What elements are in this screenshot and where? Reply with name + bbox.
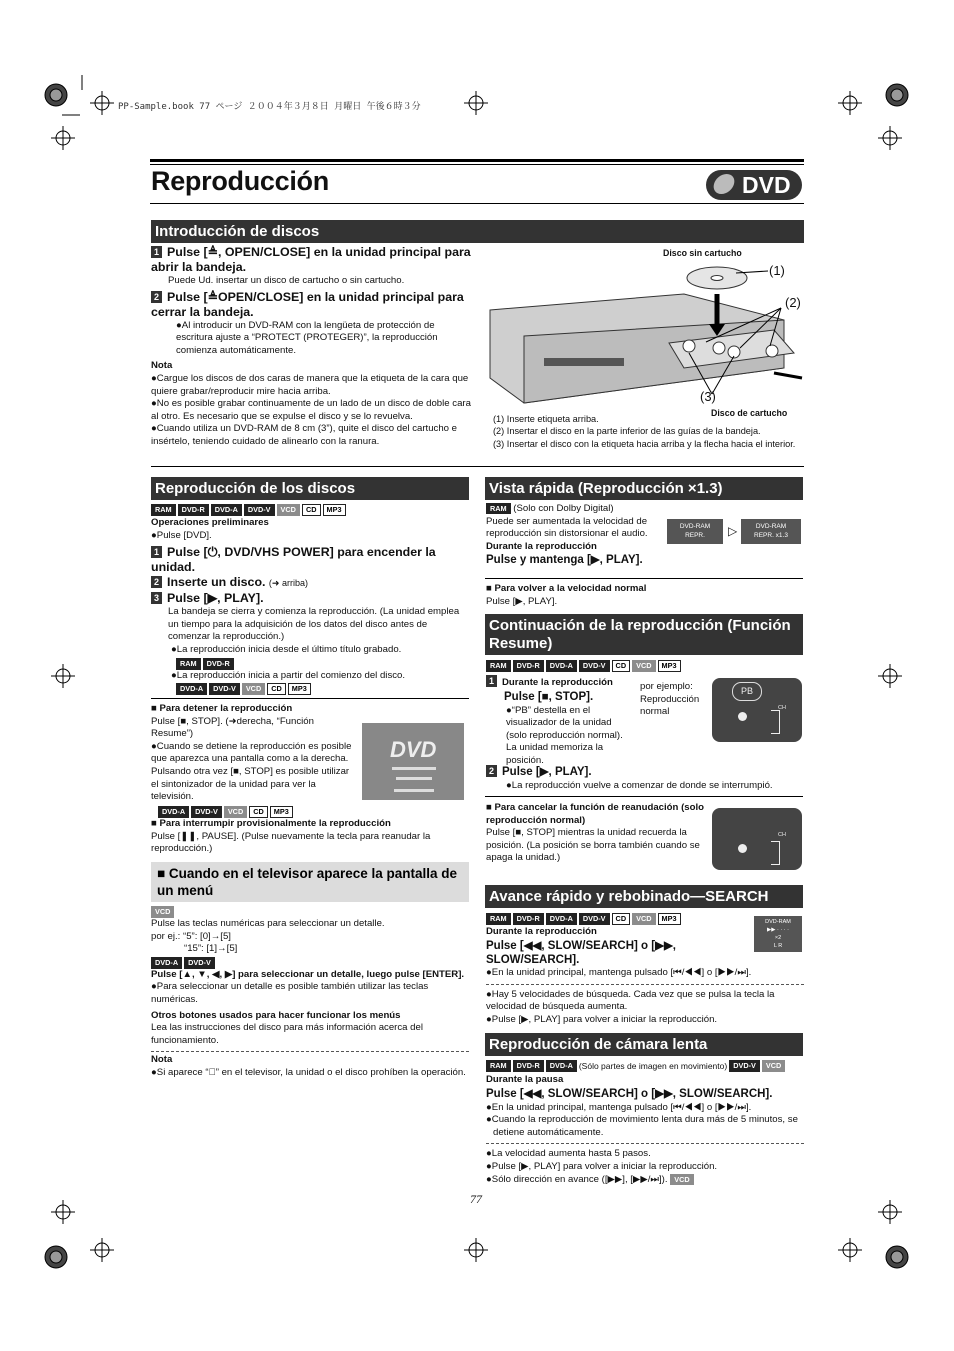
search-during: Durante la reproducción	[486, 926, 597, 937]
slow-heading: Reproducción de cámara lenta	[485, 1033, 803, 1056]
prelim-text: ●Pulse [DVD].	[151, 529, 212, 541]
stop-badges	[158, 806, 356, 818]
resume-example: por ejemplo: Reproducción normal	[640, 681, 700, 718]
slow-note: ●Pulse [▶, PLAY] para volver a iniciar la reproducción.	[486, 1160, 718, 1172]
disc-indicator-icon	[738, 712, 747, 721]
pause-block	[151, 818, 469, 856]
resume-play-action: 2 Pulse [▶, PLAY].	[486, 765, 804, 780]
dashed-divider	[151, 1051, 469, 1052]
ch-indicator: CH	[778, 832, 786, 838]
fig-caption: (2) Insertar el disco en la parte inferior de las guías de la bandeja.	[493, 426, 761, 437]
pause-text: Pulse [❚❚, PAUSE]. (Pulse nuevamente la tecla para reanudar la reproducción.)	[151, 830, 431, 855]
badge-dvd-v: DVD-V	[191, 806, 222, 818]
slow-note: ●Cuando la reproducción de movimiento lenta dura más de 5 minutos, se detiene automáticamente.	[486, 1114, 798, 1138]
nota-label: Nota	[151, 1054, 173, 1066]
bullet-disc-start: ●La reproducción inicia a partir del comienzo del disco.	[171, 669, 406, 681]
menu-nota: ●Si aparece “⃠” en el televisor, la unidad o el disco prohíben la operación.	[151, 1066, 466, 1078]
search-note: ●Pulse [▶, PLAY] para volver a iniciar la reproducción.	[486, 1013, 718, 1025]
resume-step-2-note: ●La reproducción vuelve a comenzar de donde se interrumpió.	[506, 780, 773, 791]
fig-label-top: Disco sin cartucho	[663, 248, 742, 258]
slow-note: ●Sólo dirección en avance ([▶▶], [▶▶/⏭]). VCD	[486, 1174, 804, 1187]
section-divider	[151, 466, 804, 467]
screen-line	[392, 767, 436, 770]
slow-note: ●La velocidad aumenta hasta 5 pasos.	[486, 1148, 651, 1160]
disc-indicator-icon	[738, 844, 747, 853]
intro-heading: Introducción de discos	[151, 220, 804, 243]
ch-indicator: CH	[778, 705, 786, 711]
search-badges	[486, 913, 681, 925]
normal-text: Pulse [▶, PLAY].	[486, 595, 558, 607]
example-2: “15”: [1]→[5]	[184, 943, 238, 955]
nota-item: ●Cuando utiliza un DVD-RAM de 8 cm (3”), quite el disco del cartucho e insértelo, teniendo cuidado de alinearlo con la ranura.	[151, 423, 458, 447]
slow-badges	[486, 1060, 804, 1072]
badge-dvd-r: DVD-R	[513, 1060, 544, 1072]
badge-dvd-a: DVD-A	[158, 806, 189, 818]
search-note: ●Hay 5 velocidades de búsqueda. Cada vez que se pulsa la tecla la velocidad de búsqueda aumenta.	[486, 988, 775, 1013]
dvd-badge-row	[151, 957, 469, 969]
badge-dvd-a: DVD-A	[546, 1060, 577, 1072]
badge-dvd-v: DVD-V	[579, 913, 610, 925]
badge-ram: RAM	[486, 660, 511, 672]
pause-label: ■ Para interrumpir provisionalmente la reproducción	[151, 818, 391, 829]
page-title: Reproducción	[151, 166, 329, 196]
badge-dvd-v: DVD-V	[184, 957, 215, 969]
segment-digit	[771, 841, 780, 865]
quick-text: Puede ser aumentada la velocidad de reproducción sin distorsionar el audio.	[486, 515, 648, 540]
nota-item: ●Cargue los discos de dos caras de manera que la etiqueta de la cara que quiere grabar/reproducir mire hacia arriba.	[151, 372, 469, 397]
badge-vcd: VCD	[151, 906, 174, 918]
fig-callout-2: (2)	[785, 295, 801, 310]
badge-dvd-a: DVD-A	[546, 913, 577, 925]
intro-step-1: 1 Pulse [≜, OPEN/CLOSE] en la unidad principal para abrir la bandeja.	[151, 245, 471, 274]
osd-normal: DVD-RAM REPR.	[667, 519, 723, 544]
segment-digit	[771, 710, 780, 734]
slow-during: Durante la pausa	[486, 1074, 564, 1085]
badge-vcd: VCD	[242, 683, 265, 695]
badge-ram: RAM	[151, 504, 176, 516]
tv-screen-image	[362, 723, 464, 800]
prelim-label: Operaciones preliminares	[151, 517, 269, 528]
menu-body	[151, 906, 469, 1080]
intro-step-1-note: Puede Ud. insertar un disco de cartucho o sin cartucho.	[168, 275, 405, 286]
quick-action: Pulse y mantenga [▶, PLAY].	[486, 554, 643, 567]
badge-dvd-r: DVD-R	[178, 504, 209, 516]
badge-cd: CD	[267, 683, 286, 695]
menu-heading: ■ Cuando en el televisor aparece la pantalla de un menú	[151, 862, 469, 902]
dvd-menu-note: ●Para seleccionar un detalle es posible también utilizar las teclas numéricas.	[151, 981, 429, 1005]
dvd-recorder-illustration	[484, 258, 804, 408]
title-rule-top	[150, 159, 804, 162]
badge-dvd-r: DVD-R	[203, 658, 234, 670]
resume-heading: Continuación de la reproducción (Función Resume)	[485, 614, 803, 655]
badge-vcd: VCD	[277, 504, 300, 516]
title-rule-thin	[150, 164, 804, 165]
step-3-note: La bandeja se cierra y comienza la reproducción. (La unidad emplea un tiempo para la adquisición de los datos del disco antes de comenzar la reproducción.)	[168, 606, 460, 643]
badge-vcd: VCD	[632, 913, 655, 925]
fig-callout-1: (1)	[769, 263, 785, 278]
nota-item: ●No es posible grabar continuamente de un lado de un disco de doble cara al otro. Es necesario que se expulse el disco y se lo revuelva.	[151, 398, 471, 422]
badge-vcd: VCD	[632, 660, 655, 672]
search-action: Pulse [◀◀, SLOW/SEARCH] o [▶▶, SLOW/SEARCH].	[486, 939, 676, 966]
badge-vcd: VCD	[224, 806, 247, 818]
quick-during: Durante la reproducción	[486, 540, 597, 552]
cancel-label: ■ Para cancelar la función de reanudación (solo reproducción normal)	[486, 802, 704, 826]
dvd-logo	[706, 170, 802, 200]
intro-step-2: 2 Pulse [≜OPEN/CLOSE] en la unidad principal para cerrar la bandeja.	[151, 289, 464, 319]
resume-note: ●“PB” destella en el visualizador de la unidad (solo reproducción normal). La unidad memoriza la posición.	[506, 704, 623, 766]
badge-mp3: MP3	[270, 806, 293, 818]
badge-dvd-v: DVD-V	[209, 683, 240, 695]
search-body	[486, 926, 716, 967]
screen-line	[396, 777, 432, 780]
quick-body	[486, 503, 661, 568]
fig-captions	[493, 413, 803, 450]
resume-during: 1 Durante la reproducción	[486, 675, 631, 690]
dvd-menu-text: Pulse [▲, ▼, ◀, ▶] para seleccionar un detalle, luego pulse [ENTER].	[151, 968, 465, 980]
screen-line	[394, 789, 434, 792]
resume-step-2	[486, 765, 804, 793]
sub-divider	[485, 796, 803, 797]
badge-ram: RAM	[486, 913, 511, 925]
playback-body	[151, 517, 471, 695]
quick-heading: Vista rápida (Reproducción ×1.3)	[485, 477, 803, 500]
quick-only: RAM (Solo con Dolby Digital)	[486, 503, 661, 516]
badge-dvd-a: DVD-A	[151, 957, 182, 969]
stop-label: ■ Para detener la reproducción	[151, 703, 293, 714]
badge-dvd-r: DVD-R	[513, 660, 544, 672]
cancel-block	[486, 802, 706, 865]
badge-dvd-v: DVD-V	[579, 660, 610, 672]
badge-cd: CD	[302, 504, 321, 516]
intro-step-2-note: ●Al introducir un DVD-RAM con la lengüeta de protección de escritura ajuste a “PROTECT (PROTEGER)”, la reproducción comienza automáticamente.	[176, 319, 438, 356]
badge-dvd-a: DVD-A	[211, 504, 242, 516]
resume-step-1	[486, 675, 631, 768]
fig-caption: (3) Insertar el disco con la etiqueta hacia arriba y la flecha hacia el interior.	[493, 438, 796, 449]
unit-display-pb	[712, 678, 802, 742]
bullet2-badges	[176, 683, 471, 695]
cancel-text: Pulse [■, STOP] mientras la unidad recuerda la posición. (La posición se borra también cuando se apaga la unidad.)	[486, 827, 700, 864]
fig-label-bottom: Disco de cartucho	[711, 408, 788, 418]
badge-mp3: MP3	[658, 913, 681, 925]
disc-icon	[711, 174, 736, 194]
badge-dvd-v: DVD-V	[729, 1060, 760, 1072]
badge-vcd: VCD	[762, 1060, 785, 1072]
normal-speed-block	[486, 583, 646, 608]
badge-ram: RAM	[176, 658, 201, 670]
badge-mp3: MP3	[323, 504, 346, 516]
resume-badges	[486, 660, 681, 672]
page-number: 77	[470, 1192, 482, 1206]
badge-mp3: MP3	[288, 683, 311, 695]
search-osd: DVD-RAM ▶▶ · · · · ×2 L R	[754, 916, 802, 952]
example-1: por ej.: “5”: [0]→[5]	[151, 930, 231, 942]
playback-step-2: 2 Inserte un disco. (➜ arriba)	[151, 575, 471, 591]
resume-stop-action: Pulse [■, STOP].	[504, 690, 594, 703]
stop-block	[151, 703, 356, 818]
slow-body	[486, 1074, 804, 1186]
intro-steps	[151, 245, 473, 449]
osd-fast: DVD-RAM REPR. x1.3	[741, 519, 801, 544]
arrow-icon: ▷	[728, 524, 738, 538]
stop-text: Pulse [■, STOP]. (➜derecha, “Función Resume”)	[151, 715, 314, 740]
stop-text-2: ●Cuando se detiene la reproducción es posible que aparezca una pantalla como a la derecha. Pulsando otra vez [■, STOP] es posible utilizar el sintonizador de la unidad para ver la televisión.	[151, 740, 352, 803]
nota-label: Nota	[151, 360, 173, 372]
vcd-text: Pulse las teclas numéricas para seleccionar un detalle.	[151, 918, 385, 929]
badge-mp3: MP3	[658, 660, 681, 672]
dvd-logo-text: DVD	[742, 172, 791, 198]
dvd-screen-logo: DVD	[390, 737, 437, 762]
dashed-divider	[486, 1143, 804, 1144]
badge-ram: RAM	[486, 1060, 511, 1072]
search-heading: Avance rápido y rebobinado—SEARCH	[485, 885, 803, 908]
slow-note: ●En la unidad principal, mantenga pulsado [⏮/◀◀] o [▶▶/⏭].	[486, 1101, 752, 1113]
badge-dvd-a: DVD-A	[176, 683, 207, 695]
file-info-header: PP-Sample.book 77 ページ ２００４年３月８日 月曜日 午後６時３分	[118, 102, 421, 112]
others-label: Otros botones usados para hacer funcionar los menús	[151, 1009, 401, 1021]
others-text: Lea las instrucciones del disco para más información acerca del funcionamiento.	[151, 1022, 423, 1046]
unit-display	[712, 808, 802, 870]
playback-badges	[151, 504, 346, 516]
vcd-badge-row	[151, 906, 469, 918]
fig-callout-3: (3)	[700, 389, 716, 404]
badge-cd: CD	[612, 660, 631, 672]
badge-cd: CD	[249, 806, 268, 818]
search-notes	[486, 967, 804, 1026]
slow-action: Pulse [◀◀, SLOW/SEARCH] o [▶▶, SLOW/SEARCH].	[486, 1087, 773, 1100]
title-rule-bottom	[150, 203, 804, 204]
playback-heading: Reproducción de los discos	[151, 477, 469, 500]
pb-indicator: PB	[732, 682, 762, 701]
sub-divider	[485, 578, 803, 579]
badge-dvd-v: DVD-V	[244, 504, 275, 516]
search-note: ●En la unidad principal, mantenga pulsado [⏮/◀◀] o [▶▶/⏭].	[486, 967, 752, 978]
playback-step-1: 1 Pulse [⏻, DVD/VHS POWER] para encender la unidad.	[151, 545, 436, 575]
badge-cd: CD	[612, 913, 631, 925]
bullet-last-title: ●La reproducción inicia desde el último título grabado.	[171, 643, 402, 655]
playback-step-3: 3 Pulse [▶, PLAY].	[151, 591, 471, 606]
slow-only: (Sólo partes de imagen en movimiento)	[578, 1061, 728, 1071]
badge-dvd-a: DVD-A	[546, 660, 577, 672]
normal-label: ■ Para volver a la velocidad normal	[486, 583, 647, 594]
bullet1-badges	[176, 658, 471, 670]
fig-caption: (1) Inserte etiqueta arriba.	[493, 414, 599, 424]
sub-divider	[151, 698, 469, 699]
badge-dvd-r: DVD-R	[513, 913, 544, 925]
dashed-divider	[486, 984, 804, 985]
